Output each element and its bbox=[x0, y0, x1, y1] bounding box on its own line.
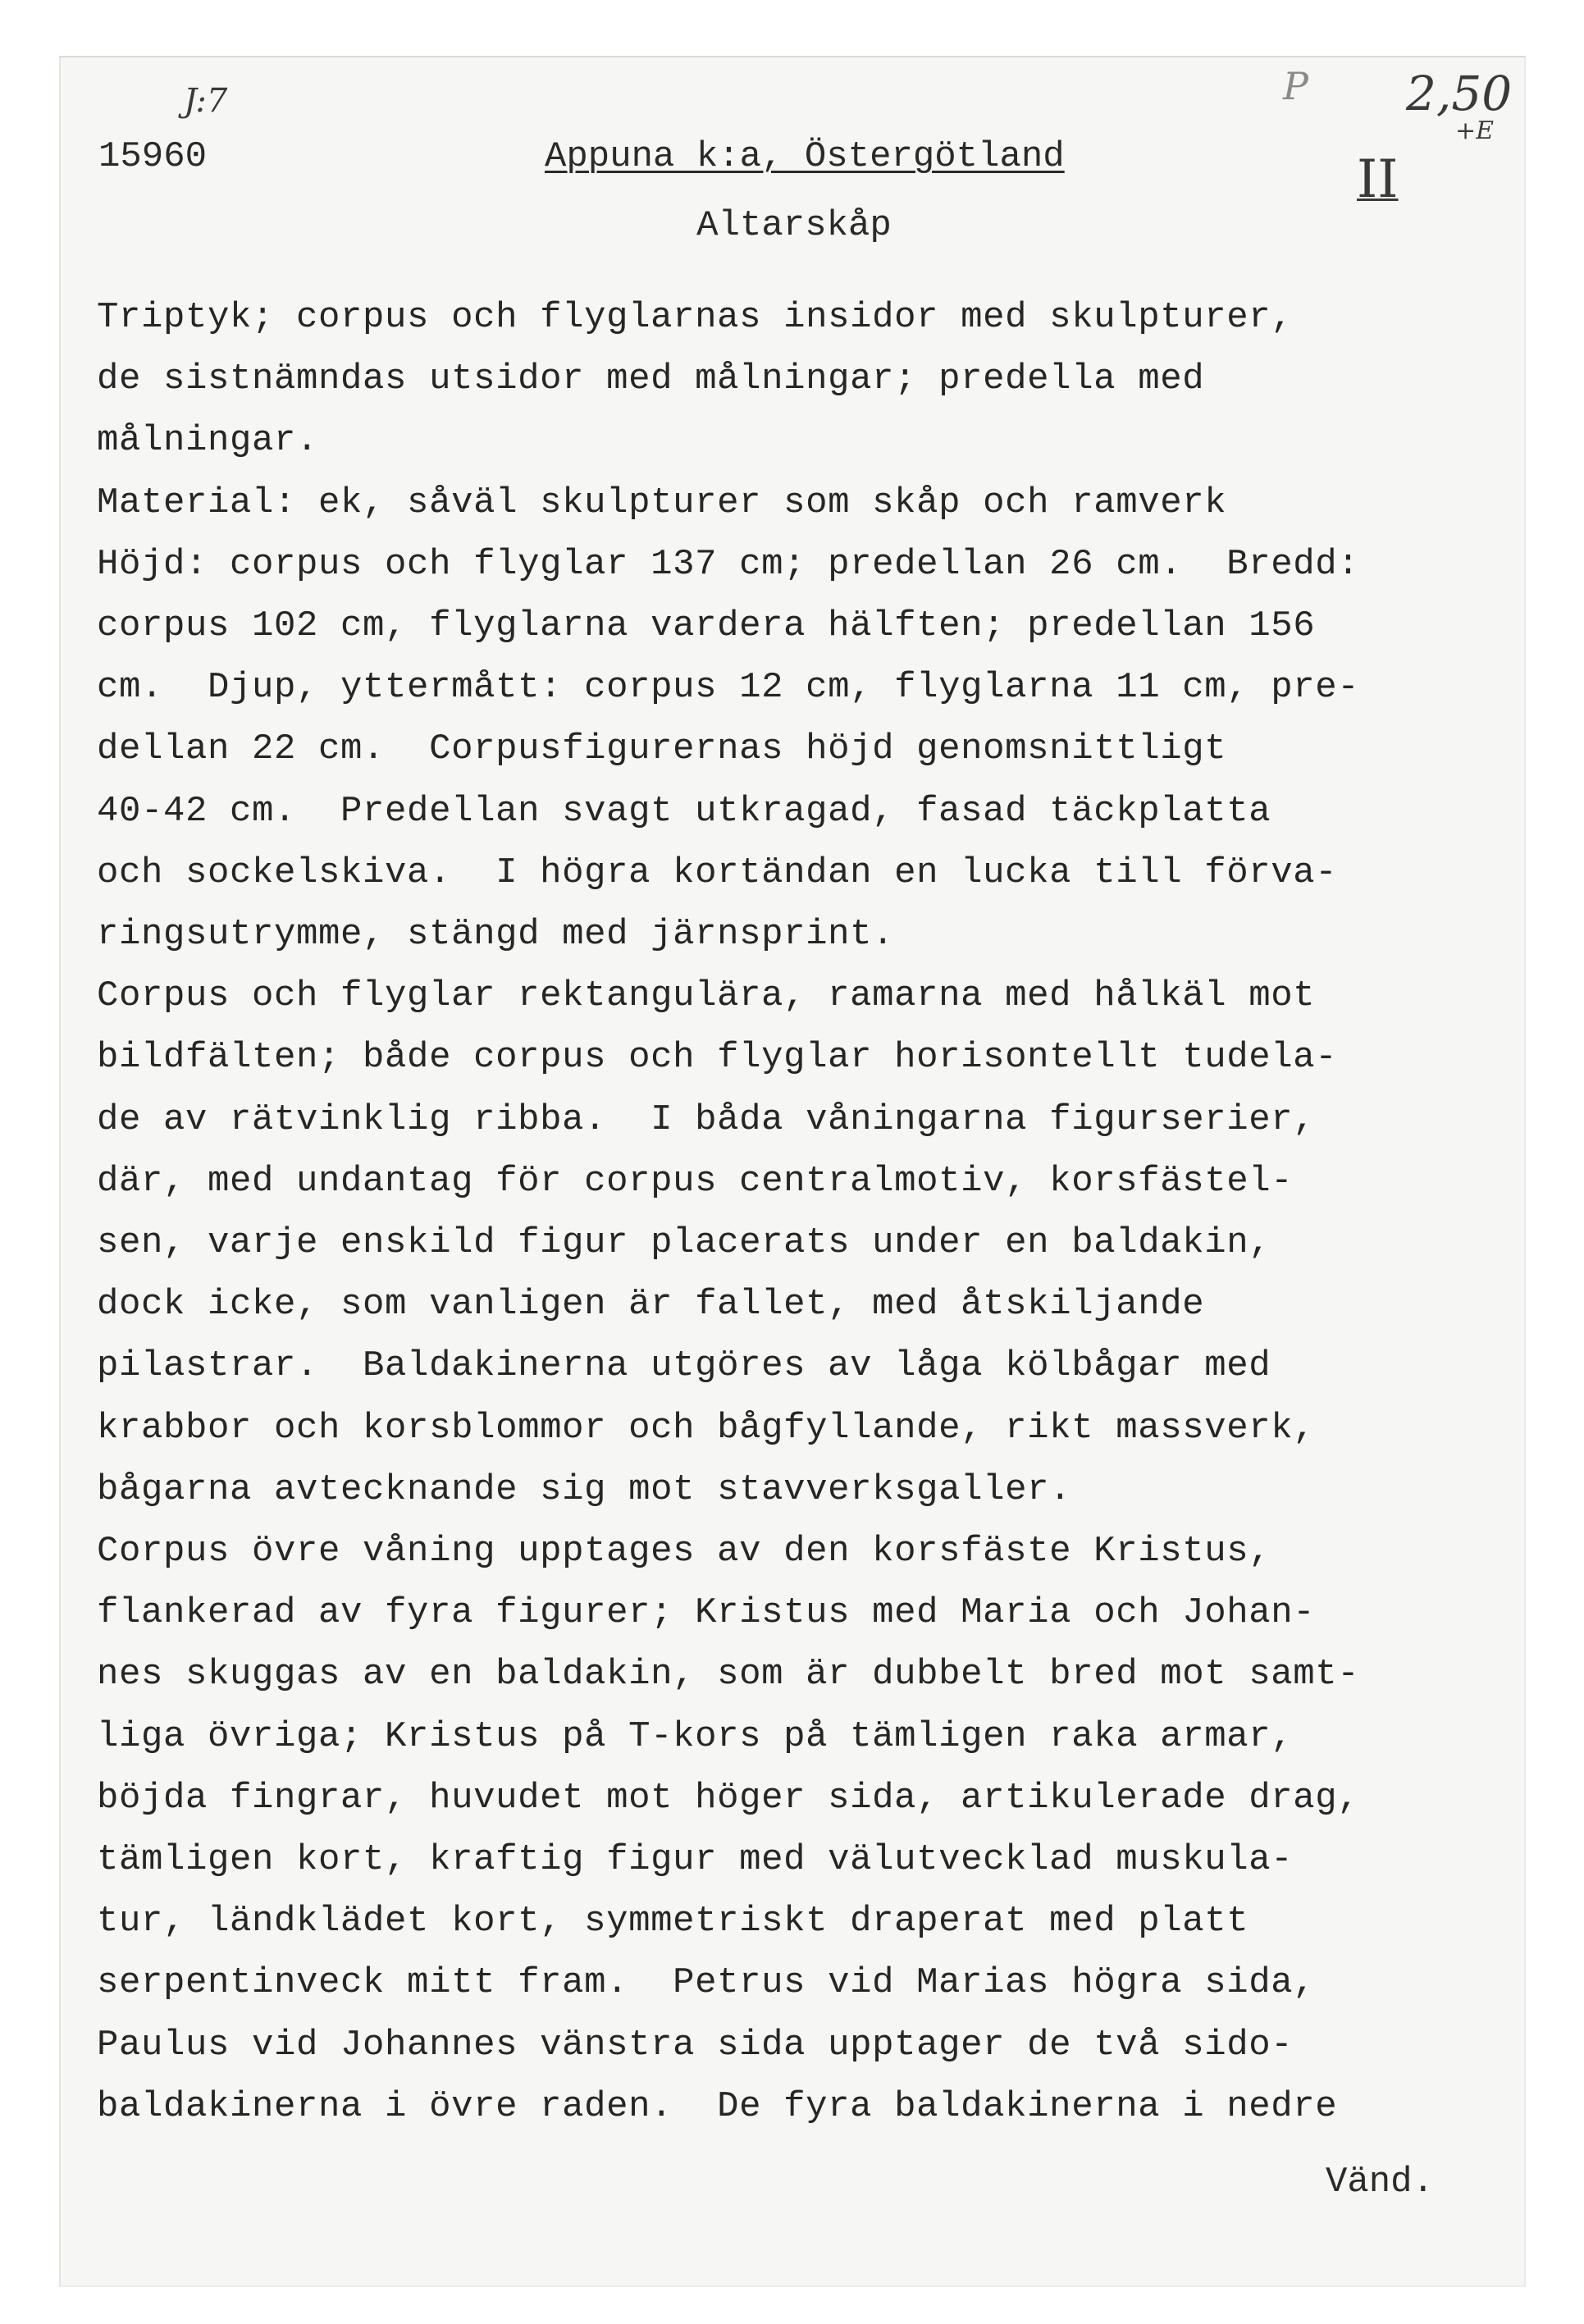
text-line: de av rätvinklig ribba. I båda våningarna figurserier, bbox=[97, 1098, 1316, 1140]
text-line: bågarna avtecknande sig mot stavverksgaller. bbox=[97, 1468, 1072, 1510]
handwritten-roman-numeral: II bbox=[1357, 149, 1399, 210]
catalog-number: 15960 bbox=[98, 136, 208, 177]
text-line: böjda fingrar, huvudet mot höger sida, artikulerade drag, bbox=[97, 1777, 1360, 1819]
text-line: liga övriga; Kristus på T-kors på tämligen raka armar, bbox=[97, 1715, 1294, 1757]
text-line: och sockelskiva. I högra kortändan en lucka till förva- bbox=[97, 852, 1338, 893]
text-line: Corpus övre våning upptages av den korsfäste Kristus, bbox=[97, 1531, 1271, 1573]
handwritten-note-sub: +E bbox=[1455, 116, 1495, 145]
text-line: pilastrar. Baldakinerna utgöres av låga kölbågar med bbox=[97, 1345, 1271, 1387]
text-line: sen, varje enskild figur placerats under en baldakin, bbox=[97, 1222, 1271, 1264]
text-line: baldakinerna i övre raden. De fyra baldakinerna i nedre bbox=[97, 2085, 1338, 2127]
text-line: dellan 22 cm. Corpusfigurernas höjd genomsnittligt bbox=[97, 728, 1227, 770]
text-line: målningar. bbox=[97, 420, 319, 462]
text-line: Paulus vid Johannes vänstra sida upptager de två sido- bbox=[97, 2024, 1294, 2066]
turn-over-note: Vänd. bbox=[1325, 2162, 1434, 2203]
text-line: cm. Djup, yttermått: corpus 12 cm, flyglarna 11 cm, pre- bbox=[97, 667, 1360, 709]
handwritten-note-top-left: J:7 bbox=[184, 82, 228, 120]
handwritten-note-initial: P bbox=[1283, 64, 1308, 108]
handwritten-note-number: 2,50 bbox=[1406, 66, 1513, 121]
location-heading: Appuna k:a, Östergötland bbox=[545, 136, 1065, 177]
text-line: corpus 102 cm, flyglarna vardera hälften; predellan 156 bbox=[97, 605, 1316, 647]
text-line: ringsutrymme, stängd med järnsprint. bbox=[97, 914, 895, 956]
text-line: dock icke, som vanligen är fallet, med åtskiljande bbox=[97, 1284, 1205, 1326]
text-line: tur, ländklädet kort, symmetriskt draperat med platt bbox=[97, 1901, 1249, 1943]
text-line: 40-42 cm. Predellan svagt utkragad, fasad täckplatta bbox=[97, 790, 1271, 832]
text-line: flankerad av fyra figurer; Kristus med Maria och Johan- bbox=[97, 1592, 1316, 1634]
text-line: bildfälten; både corpus och flyglar horisontellt tudela- bbox=[97, 1037, 1338, 1079]
text-line: Corpus och flyglar rektangulära, ramarna med hålkäl mot bbox=[97, 975, 1316, 1017]
description-body bbox=[97, 287, 1524, 2138]
text-line: Höjd: corpus och flyglar 137 cm; predellan 26 cm. Bredd: bbox=[97, 543, 1360, 585]
text-line: tämligen kort, kraftig figur med välutvecklad muskula- bbox=[97, 1839, 1294, 1881]
text-line: serpentinveck mitt fram. Petrus vid Marias högra sida, bbox=[97, 1962, 1316, 2004]
text-line: krabbor och korsblommor och bågfyllande, rikt massverk, bbox=[97, 1407, 1316, 1449]
object-title: Altarskåp bbox=[696, 205, 892, 246]
text-line: Triptyk; corpus och flyglarnas insidor med skulpturer, bbox=[97, 297, 1294, 338]
text-line: de sistnämndas utsidor med målningar; predella med bbox=[97, 358, 1205, 400]
text-line: nes skuggas av en baldakin, som är dubbelt bred mot samt- bbox=[97, 1654, 1360, 1696]
text-line: Material: ek, såväl skulpturer som skåp och ramverk bbox=[97, 482, 1227, 523]
text-line: där, med undantag för corpus centralmotiv, korsfästel- bbox=[97, 1160, 1294, 1202]
catalog-card bbox=[59, 56, 1526, 2287]
